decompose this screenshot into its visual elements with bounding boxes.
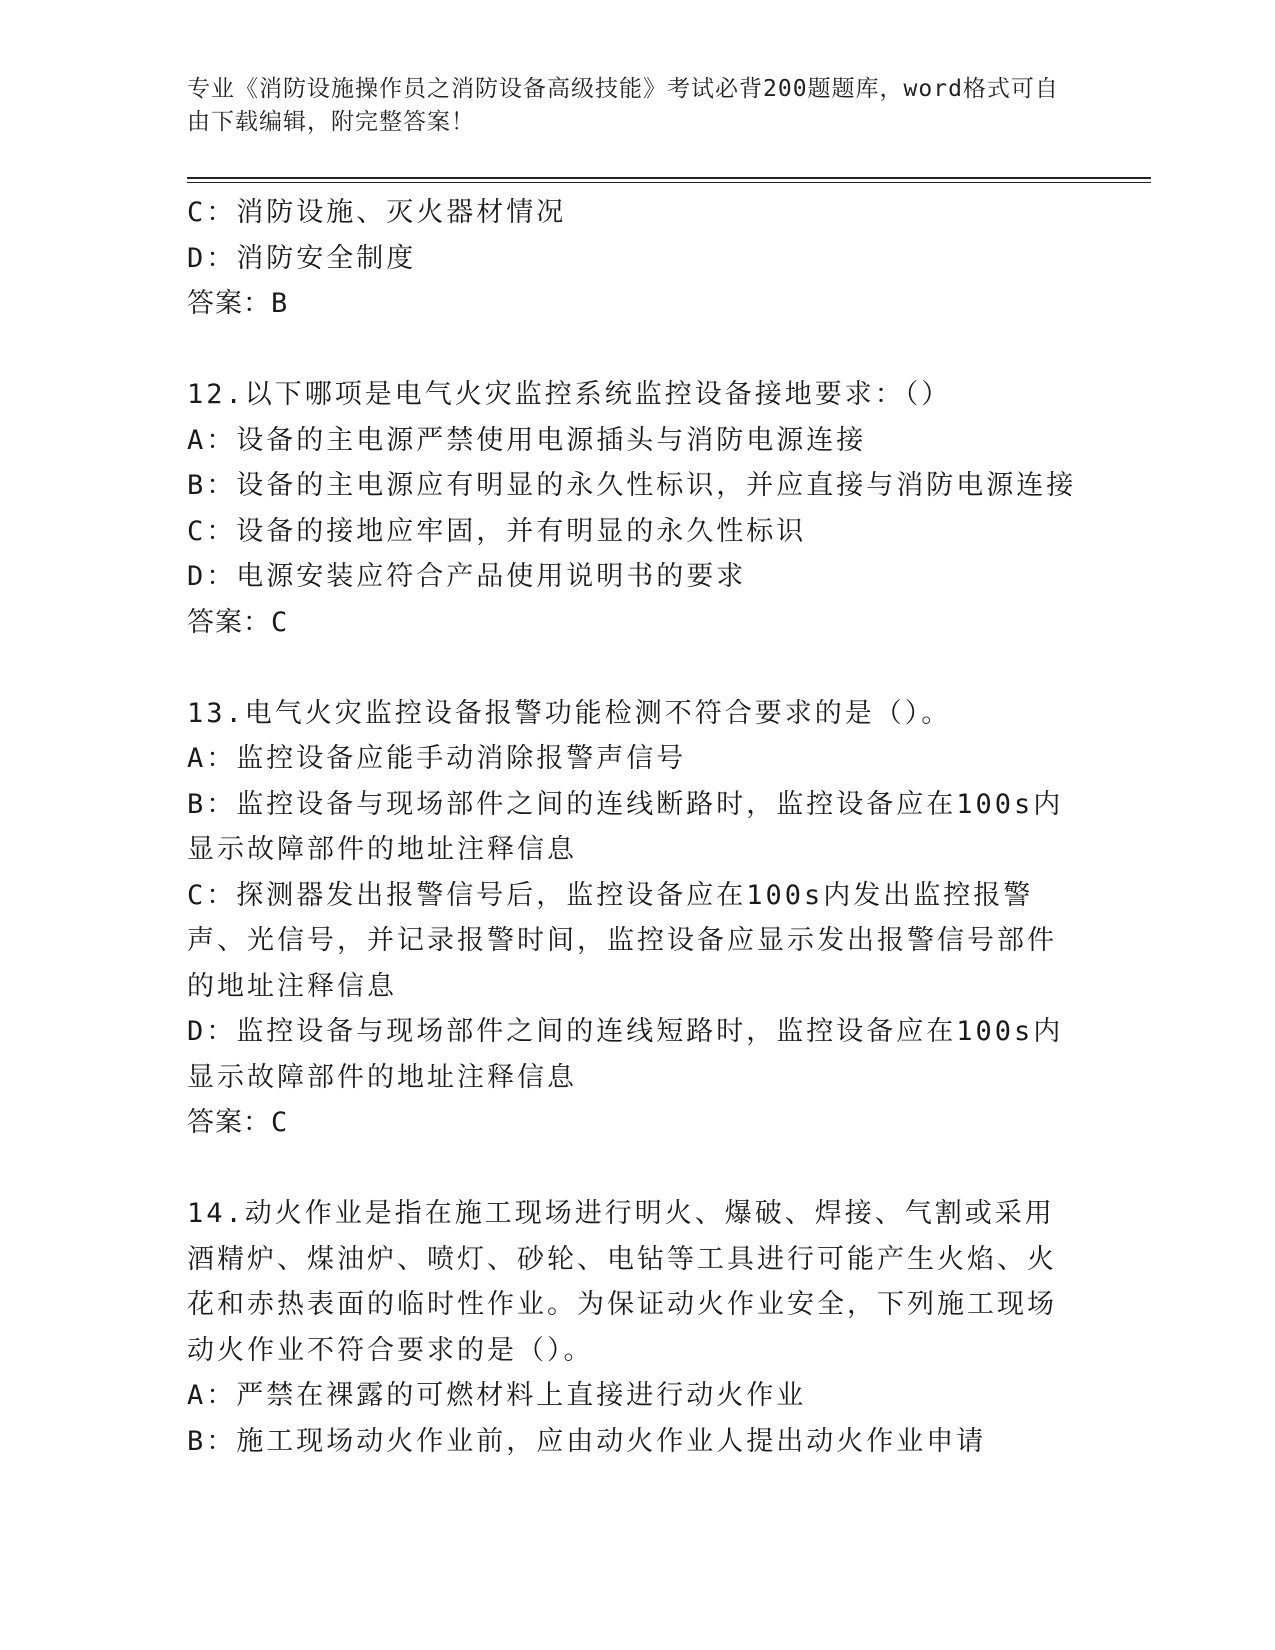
- question-13: [187, 691, 1077, 1146]
- option-d: D：消防安全制度: [187, 242, 417, 274]
- option-b: B：监控设备与现场部件之间的连线断路时，监控设备应在100s内显示故障部件的地址注释信息: [187, 788, 1064, 865]
- option-b: B：设备的主电源应有明显的永久性标识，并应直接与消防电源连接: [187, 470, 1077, 501]
- header-title: 专业《消防设施操作员之消防设备高级技能》考试必背200题题库，word格式可自由下载编辑，附完整答案！: [187, 76, 1059, 135]
- question-text: 14.动火作业是指在施工现场进行明火、爆破、焊接、气割或采用酒精炉、煤油炉、喷灯、砂轮、电钻等工具进行可能产生火焰、火花和赤热表面的临时性作业。为保证动火作业安全，下列施工现场动火作业不符合要求的是（）。: [187, 1198, 1057, 1366]
- answer: 答案：C: [187, 606, 289, 638]
- header-rule-thin: [187, 182, 1151, 183]
- option-d: D：监控设备与现场部件之间的连线短路时，监控设备应在100s内显示故障部件的地址注释信息: [187, 1016, 1064, 1093]
- answer: 答案：C: [187, 1107, 289, 1138]
- option-a: A：严禁在裸露的可燃材料上直接进行动火作业: [187, 1380, 807, 1411]
- question-11-tail: [187, 190, 1077, 327]
- option-d: D：电源安装应符合产品使用说明书的要求: [187, 561, 747, 592]
- option-a: A：设备的主电源严禁使用电源插头与消防电源连接: [187, 424, 867, 456]
- page-header: [187, 73, 1067, 139]
- question-12: [187, 372, 1077, 645]
- option-c: C：设备的接地应牢固，并有明显的永久性标识: [187, 515, 807, 547]
- question-text: 13.电气火灾监控设备报警功能检测不符合要求的是（）。: [187, 697, 952, 729]
- question-text: 12.以下哪项是电气火灾监控系统监控设备接地要求：（）: [187, 379, 952, 410]
- question-14: [187, 1191, 1077, 1464]
- question-list: [187, 190, 1077, 1464]
- option-c: C：探测器发出报警信号后，监控设备应在100s内发出监控报警声、光信号，并记录报警时间，监控设备应显示发出报警信号部件的地址注释信息: [187, 879, 1057, 1002]
- option-b: B：施工现场动火作业前，应由动火作业人提出动火作业申请: [187, 1425, 987, 1457]
- option-c: C：消防设施、灭火器材情况: [187, 197, 567, 228]
- spacer: [187, 1146, 1077, 1192]
- spacer: [187, 645, 1077, 691]
- answer: 答案：B: [187, 288, 289, 319]
- header-rule-thick: [187, 177, 1151, 179]
- spacer: [187, 327, 1077, 373]
- option-a: A：监控设备应能手动消除报警声信号: [187, 743, 687, 774]
